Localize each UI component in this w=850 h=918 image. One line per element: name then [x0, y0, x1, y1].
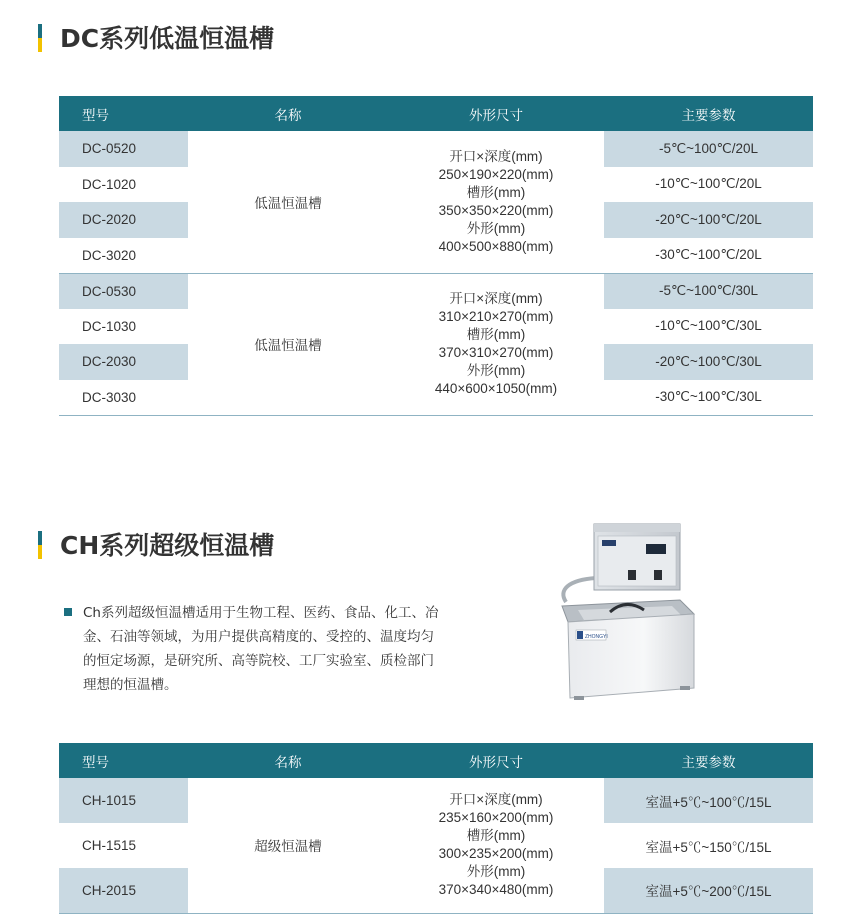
- parameter-cell: -10℃~100℃/30L: [655, 318, 762, 334]
- dimension-line: 外形(mm): [466, 864, 526, 880]
- dimension-line: 300×235×200(mm): [438, 846, 554, 862]
- dimension-line: 370×310×270(mm): [438, 345, 554, 360]
- product-name-cell: 低温恒温槽: [188, 273, 388, 415]
- header-name: 名称: [188, 743, 388, 778]
- parameter-cell: -5℃~100℃/30L: [604, 273, 813, 309]
- dimension-line: 槽形(mm): [466, 327, 526, 342]
- model-cell: DC-1030: [82, 318, 137, 334]
- dimension-line: 开口×深度(mm): [449, 291, 543, 306]
- parameter-cell: 室温+5℃~100℃/15L: [604, 778, 813, 823]
- dimensions-cell: [388, 131, 604, 273]
- dimension-line: 外形(mm): [466, 220, 526, 236]
- model-cell: DC-2030: [59, 344, 188, 380]
- table-row: [59, 273, 813, 309]
- header-parameters: 主要参数: [604, 743, 813, 778]
- model-cell: DC-3020: [59, 238, 188, 274]
- dimension-line: 开口×深度(mm): [449, 148, 543, 164]
- parameter-cell: -20℃~100℃/30L: [604, 344, 813, 380]
- table-row: [59, 778, 813, 823]
- model-cell: DC-0520: [59, 131, 188, 167]
- parameter-cell: -10℃~100℃/20L: [655, 176, 762, 192]
- dimension-line: 槽形(mm): [466, 184, 526, 200]
- model-cell: CH-1515: [82, 838, 137, 853]
- ch-intro: [64, 601, 444, 697]
- header-dimensions: 外形尺寸: [388, 96, 604, 131]
- model-cell: DC-1020: [82, 176, 137, 192]
- parameter-cell: 室温+5℃~200℃/15L: [604, 868, 813, 913]
- header-model: 型号: [59, 743, 188, 778]
- dimension-line: 250×190×220(mm): [438, 166, 554, 182]
- ch-intro-text: Ch系列超级恒温槽适用于生物工程、医药、食品、化工、冶金、石油等领域，为用户提供高精度的、受控的、温度均匀的恒定场源，是研究所、高等院校、工厂实验室、质检部门理想的恒温槽。: [83, 605, 439, 693]
- dimension-line: 400×500×880(mm): [438, 238, 554, 254]
- model-cell: DC-0530: [59, 273, 188, 309]
- ch-spec-table: [59, 743, 813, 914]
- dimension-line: 235×160×200(mm): [438, 810, 554, 826]
- model-cell: CH-2015: [59, 868, 188, 913]
- heading-accent-bar: [38, 531, 42, 559]
- parameter-cell: -30℃~100℃/20L: [604, 238, 813, 274]
- dimension-line: 槽形(mm): [466, 828, 526, 844]
- section-title-ch: CH系列超级恒温槽: [60, 531, 275, 560]
- header-name: 名称: [188, 96, 388, 131]
- device-brand-label: ZHONGYI: [585, 634, 608, 640]
- header-model: 型号: [59, 96, 188, 131]
- header-dimensions: 外形尺寸: [388, 743, 604, 778]
- parameter-cell: 室温+5℃~150℃/15L: [645, 839, 772, 855]
- parameter-cell: -20℃~100℃/20L: [604, 202, 813, 238]
- table-row: [59, 131, 813, 167]
- dimension-line: 350×350×220(mm): [438, 202, 554, 218]
- model-cell: DC-3030: [59, 380, 188, 416]
- dimension-line: 开口×深度(mm): [449, 792, 543, 808]
- parameter-cell: -30℃~100℃/30L: [604, 380, 813, 416]
- model-cell: CH-1015: [59, 778, 188, 823]
- section-heading-ch: [38, 529, 274, 563]
- section-heading-dc: [38, 22, 274, 56]
- dimension-line: 440×600×1050(mm): [434, 381, 558, 396]
- dc-spec-table: [59, 96, 813, 416]
- product-name-cell: 低温恒温槽: [188, 131, 388, 273]
- heading-accent-bar: [38, 24, 42, 52]
- header-parameters: 主要参数: [604, 96, 813, 131]
- product-name-cell: 超级恒温槽: [188, 778, 388, 913]
- dimension-line: 310×210×270(mm): [438, 309, 554, 324]
- dimension-line: 370×340×480(mm): [438, 882, 554, 898]
- parameter-cell: -5℃~100℃/20L: [604, 131, 813, 167]
- square-bullet-icon: [64, 608, 72, 616]
- table-header-row: [59, 743, 813, 778]
- thermostatic-bath-image: [548, 518, 708, 710]
- dimensions-cell: [388, 273, 604, 415]
- model-cell: DC-2020: [59, 202, 188, 238]
- dimension-line: 外形(mm): [466, 363, 526, 378]
- section-title-dc: DC系列低温恒温槽: [60, 24, 275, 53]
- table-header-row: [59, 96, 813, 131]
- dimensions-cell: [388, 778, 604, 913]
